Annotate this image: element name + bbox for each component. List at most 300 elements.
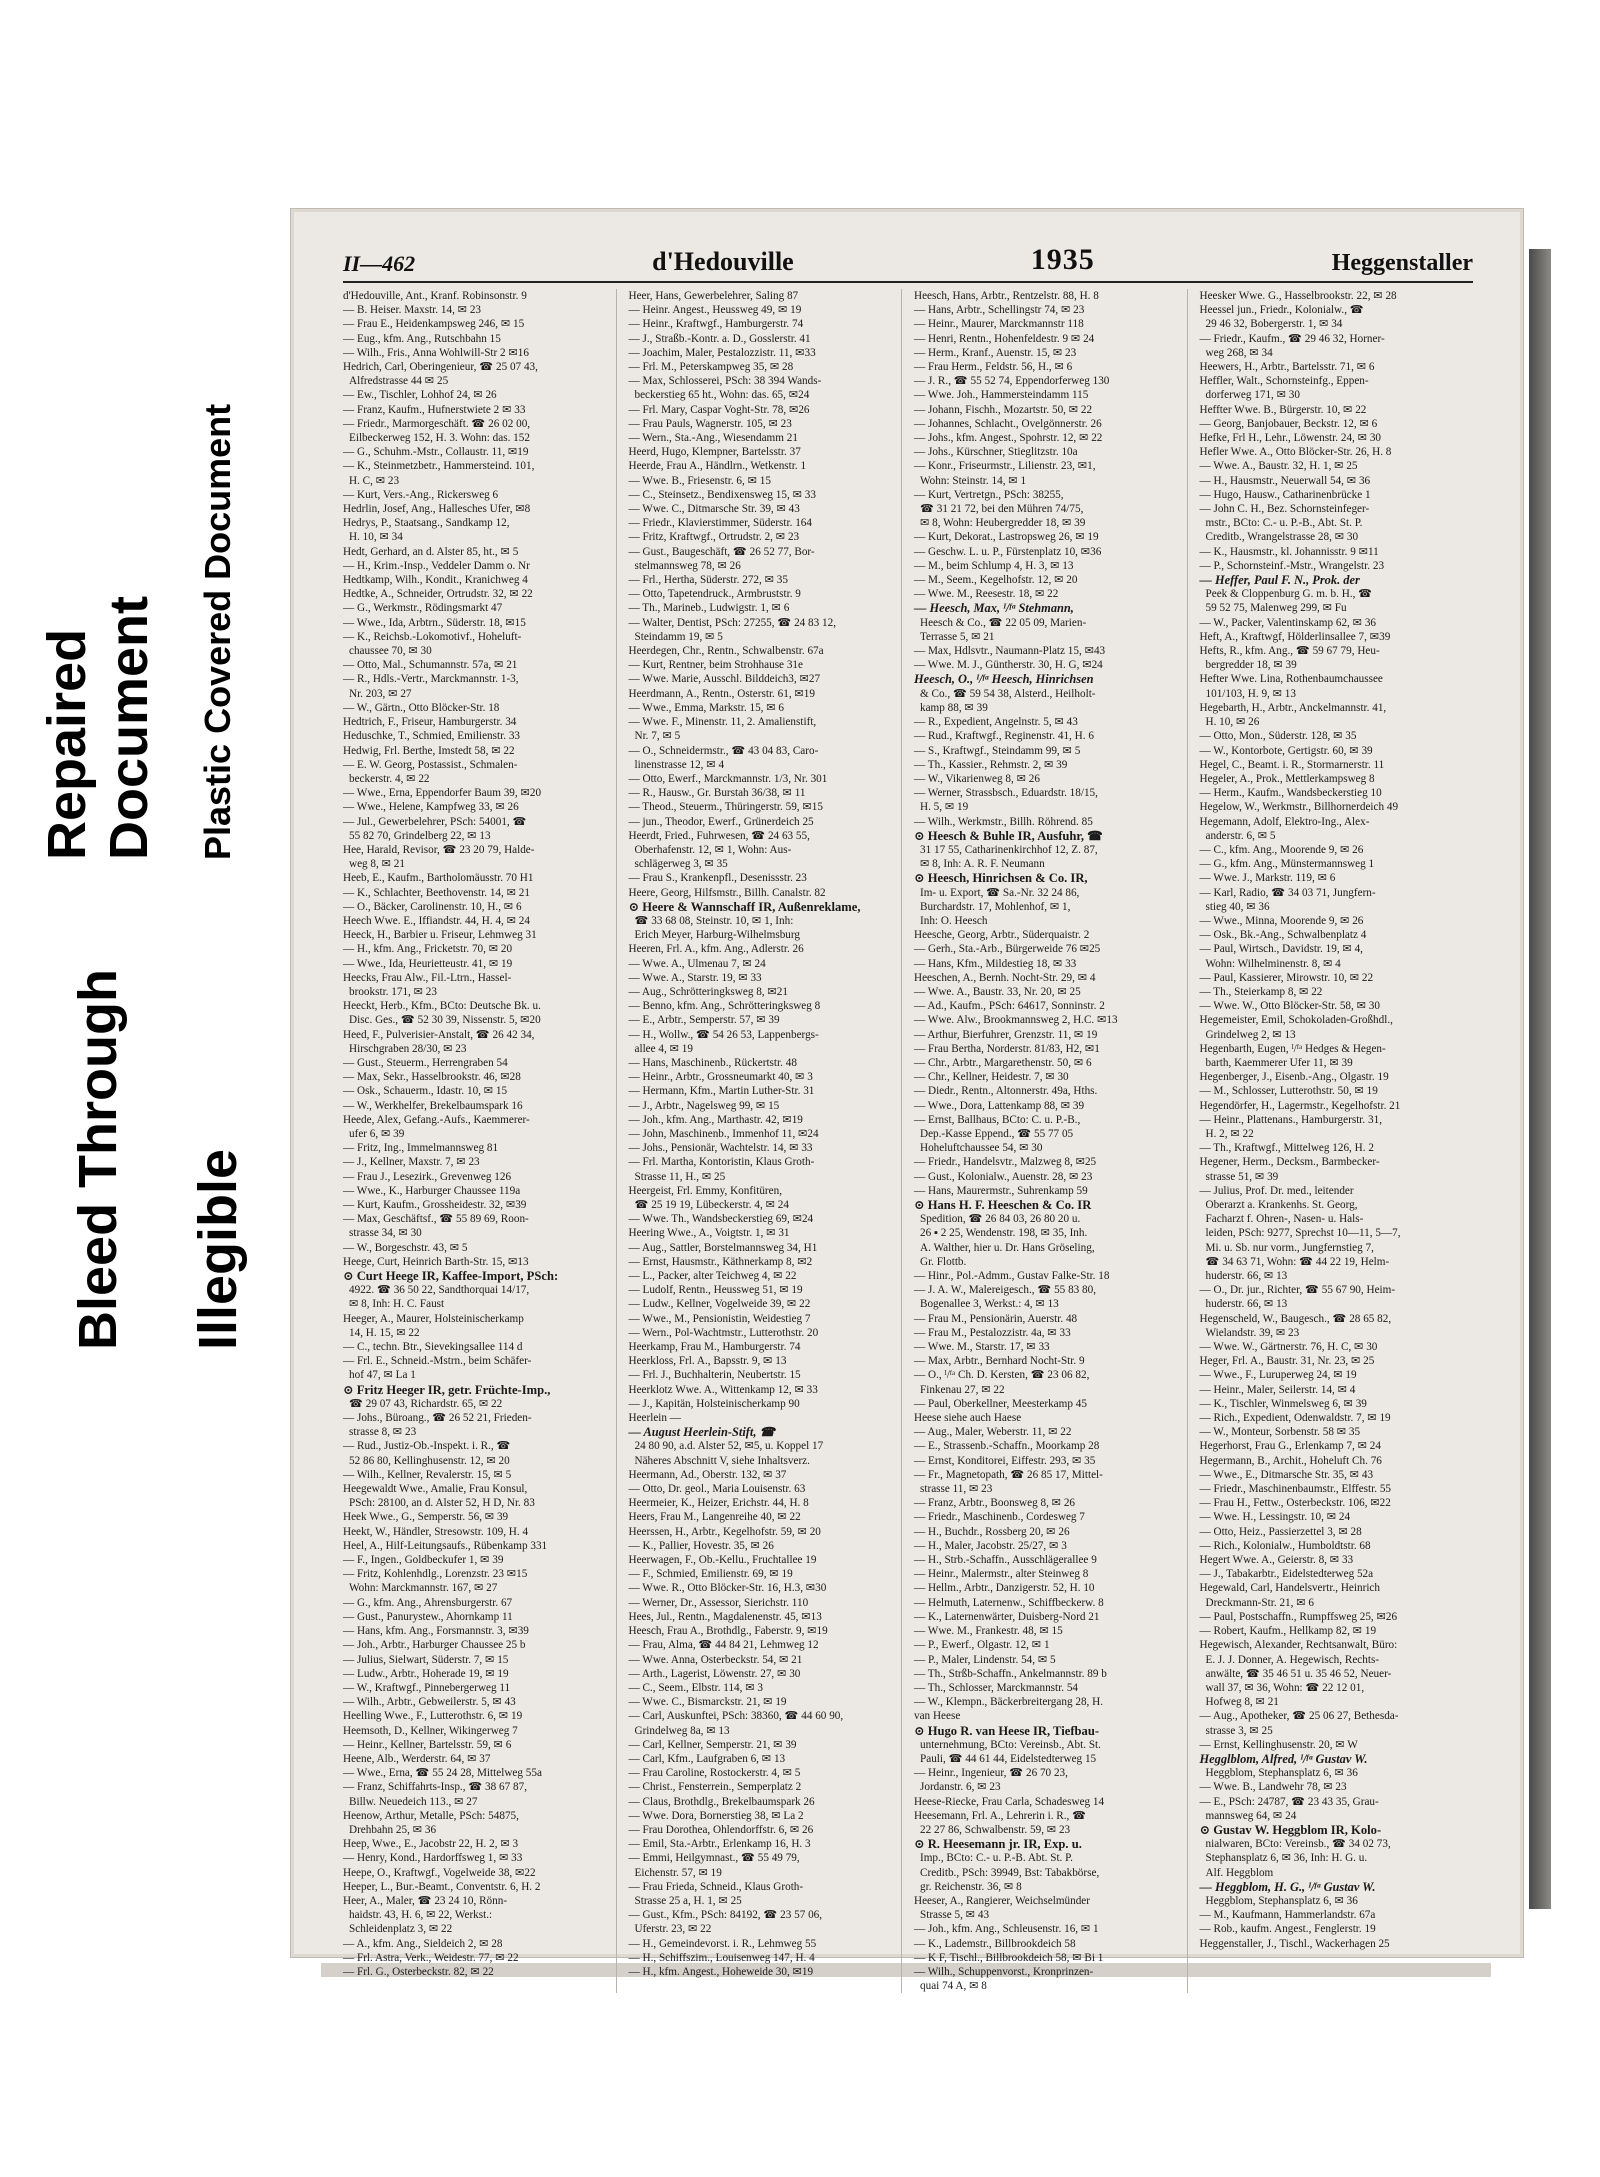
directory-entry: — E., Arbtr., Semperstr. 57, ✉ 39 [628,1014,780,1027]
directory-entry: Heek Wwe., G., Semperstr. 56, ✉ 39 [343,1511,509,1524]
directory-entry: — K., Tischler, Winmelsweg 6, ✉ 39 [1199,1397,1367,1410]
directory-entry: Strasse 25 a, H. 1, ✉ 25 [634,1894,742,1907]
directory-entry: — Frl. Mary, Caspar Voght-Str. 78, ✉26 [628,403,810,416]
directory-entry: — M., beim Schlump 4, H. 3, ✉ 13 [914,559,1074,572]
directory-entry: — Frau Frieda, Schneid., Klaus Groth- [628,1880,804,1893]
directory-entry: Oberhafenstr. 12, ✉ 1, Wohn: Aus- [634,843,792,856]
directory-entry: quai 74 A, ✉ 8 [920,1980,987,1993]
directory-entry: — Friedr., Maschinenbaumstr., Elffestr. 55 [1199,1483,1392,1496]
directory-entry: ⊙ Hans H. F. Heeschen & Co. IR [914,1198,1092,1212]
directory-entry: Heere, Georg, Hilfsmstr., Billh. Canalstr. 82 [628,886,826,899]
directory-entry: — Julius, Prof. Dr. med., leitender [1199,1184,1354,1197]
directory-entry: — Helmuth, Laternenw., Schiffbeckerw. 8 [914,1596,1104,1609]
directory-entry: mannsweg 64, ✉ 24 [1205,1809,1297,1822]
directory-entry: — Hans, Kfm., Mildestieg 18, ✉ 33 [914,957,1077,970]
directory-entry: d'Hedouville, Ant., Kranf. Robinsonstr. 9 [343,290,527,302]
directory-entry: — Rud., Justiz-Ob.-Inspekt. i. R., ☎ [343,1440,511,1453]
directory-entry: — C., kfm. Ang., Moorende 9, ✉ 26 [1199,843,1364,856]
directory-entry: — Paul, Kassierer, Mirowstr. 10, ✉ 22 [1199,971,1374,984]
directory-entry: nialwaren, BCto: Vereinsb., ☎ 34 02 73, [1205,1838,1391,1851]
directory-entry: Hegglblom, Alfred, ᴵ/ᶠᵃ Gustav W. [1199,1751,1368,1766]
directory-entry: — Heesch, Max, ᴵ/ᶠᵃ Stehmann, [914,601,1074,616]
directory-entry: Oberarzt a. Krankenhs. St. Georg, [1205,1199,1358,1211]
directory-entry: — John C. H., Bez. Schornsteinfeger- [1199,503,1370,516]
directory-entry: — F., Schmied, Emilienstr. 69, ✉ 19 [628,1568,793,1581]
directory-entry: — Heinr., Malermstr., alter Steinweg 8 [914,1568,1089,1581]
directory-entry: — H., Schiffszim., Louisenweg 147, H. 4 [628,1951,815,1964]
directory-entry: — Carl, Kfm., Laufgraben 6, ✉ 13 [628,1752,786,1765]
directory-entry: — S., Kraftwgf., Steindamm 99, ✉ 5 [914,744,1081,757]
directory-entry: Terrasse 5, ✉ 21 [920,630,995,643]
directory-entry: — G., kfm. Ang., Münstermannsweg 1 [1199,858,1375,871]
directory-entry: — O., ᴵ/ᶠᵃ Ch. D. Kersten, ☎ 23 06 82, [914,1369,1090,1382]
directory-entry: — Rich., Kolonialw., Humboldtstr. 68 [1199,1539,1371,1552]
directory-column-1 [343,289,617,1993]
directory-entry: — Walter, Dentist, PSch: 27255, ☎ 24 83 12, [628,616,837,629]
directory-entry: — Otto, Ewerf., Marckmannstr. 1/3, Nr. 301 [628,772,828,785]
directory-entry: Hegewisch, Alexander, Rechtsanwalt, Büro: [1199,1639,1398,1652]
directory-entry: — Wilh., Arbtr., Gebweilerstr. 5, ✉ 43 [343,1696,516,1709]
directory-entry: — Heinr., Kraftwgf., Hamburgerstr. 74 [628,318,804,331]
directory-entry: Alf. Heggblom [1205,1866,1274,1879]
directory-entry: — Frl. M., Peterskampweg 35, ✉ 28 [628,361,794,374]
directory-entry: Hegelow, W., Werkmstr., Billhornerdeich 49 [1199,801,1399,814]
directory-entry: — Gust., Steuerm., Herrengraben 54 [343,1056,508,1069]
directory-entry: — Fr., Magnetopath, ☎ 26 85 17, Mittel- [914,1468,1103,1481]
directory-entry: Heer, A., Maler, ☎ 23 24 10, Rönn- [343,1894,508,1907]
directory-entry: Creditb., PSch: 39949, Bst: Tabakbörse, [920,1866,1100,1879]
directory-entry: Dreckmann-Str. 21, ✉ 6 [1205,1596,1314,1609]
directory-entry: — Osk., Bk.-Ang., Schwalbenplatz 4 [1199,929,1367,942]
directory-entry: — Ludw., Arbtr., Hoherade 19, ✉ 19 [343,1667,509,1680]
directory-entry: Heesch, O., ᴵ/ᶠᵃ Heesch, Hinrichsen [914,672,1094,687]
directory-entry: Heessel jun., Friedr., Kolonialw., ☎ [1199,304,1364,317]
directory-entry: — J. A. W., Malereigesch., ☎ 55 83 80, [914,1284,1097,1297]
directory-entry: — Paul, Postschaffn., Rumpffsweg 25, ✉26 [1199,1610,1398,1623]
directory-entry: Wohn: Steinstr. 14, ✉ 1 [920,474,1027,487]
directory-entry: — Friedr., Handelsvtr., Malzweg 8, ✉25 [914,1156,1097,1169]
directory-entry: — Wwe. R., Otto Blöcker-Str. 16, H.3, ✉30 [628,1582,827,1595]
directory-entry: Hedtke, A., Schneider, Ortrudstr. 32, ✉ 22 [343,588,533,601]
directory-entry: — P., Ewerf., Olgastr. 12, ✉ 1 [914,1639,1050,1652]
directory-entry: — Friedr., Klavierstimmer, Süderstr. 164 [628,517,812,530]
directory-entry: — Heffer, Paul F. N., Prok. der [1199,573,1360,588]
directory-entry: leiden, PSch: 9277, Sprechst 10—11, 5—7, [1205,1227,1401,1240]
directory-entry: Erich Meyer, Harburg-Wilhelmsburg [634,929,801,942]
directory-entry: — Wwe., Dora, Lattenkamp 88, ✉ 39 [914,1099,1085,1112]
label-repaired-document: Repaired Document [37,595,159,860]
directory-entry: Heesch, Hans, Arbtr., Rentzelstr. 88, H. 8 [914,290,1099,302]
directory-entry: — Geschw. L. u. P., Fürstenplatz 10, ✉36 [914,545,1102,558]
directory-entry: chaussee 70, ✉ 30 [349,645,432,658]
directory-entry: — Herm., Kranf., Auenstr. 15, ✉ 23 [914,346,1077,359]
directory-entry: Mi. u. Sb. nur vorm., Jungfernstieg 7, [1205,1241,1374,1254]
directory-entry: — Heinr., Arbtr., Grossneumarkt 40, ✉ 3 [628,1071,813,1084]
directory-entry: H. 10, ✉ 26 [1205,716,1260,729]
directory-entry: — Heinr. Angest., Heussweg 49, ✉ 19 [628,304,802,317]
directory-entry: — M., Seem., Kegelhofstr. 12, ✉ 20 [914,574,1078,587]
directory-entry: — Wwe. J., Markstr. 119, ✉ 6 [1199,872,1336,885]
directory-entry: — Frl. Astra, Verk., Weidestr. 77, ✉ 22 [343,1951,519,1964]
directory-entry: Hegerhorst, Frau G., Erlenkamp 7, ✉ 24 [1199,1440,1381,1453]
directory-entry: Heerdegen, Chr., Rentn., Schwalbenstr. 67a [628,645,824,658]
directory-entry: — Johannes, Schlacht., Ovelgönnerstr. 26 [914,417,1102,430]
directory-entry: ☎ 34 63 71, Wohn: ☎ 44 22 19, Helm- [1205,1255,1390,1268]
directory-entry: 31 17 55, Catharinenkirchhof 12, Z. 87, [920,843,1098,856]
directory-entry: Bogenallee 3, Werkst.: 4, ✉ 13 [920,1298,1059,1311]
directory-page-scan [290,208,1524,1993]
directory-entry: Hegemeister, Emil, Schokoladen-Großhdl., [1199,1014,1393,1027]
directory-entry: Heeb, E., Kaufm., Bartholomäusstr. 70 H1 [343,872,534,885]
directory-entry: — Frau S., Krankenpfl., Desenissstr. 23 [628,872,807,885]
directory-entry: ufer 6, ✉ 39 [349,1127,405,1140]
directory-entry: — Wwe. A., Baustr. 32, H. 1, ✉ 25 [1199,460,1358,473]
directory-entry: — M., Schlosser, Lutterothstr. 50, ✉ 19 [1199,1085,1378,1098]
directory-entry: — Julius, Sielwart, Süderstr. 7, ✉ 15 [343,1653,509,1666]
directory-entry: — Joh., kfm. Ang., Schleusenstr. 16, ✉ 1 [914,1923,1099,1936]
directory-entry: — Friedr., Kaufm., ☎ 29 46 32, Horner- [1199,332,1385,345]
directory-entry: weg 8, ✉ 21 [349,858,405,871]
directory-entry: — Wwe., E., Ditmarsche Str. 35, ✉ 43 [1199,1468,1374,1481]
directory-entry: — Th., Marineb., Ludwigstr. 1, ✉ 6 [628,602,790,615]
directory-entry: — A., kfm. Ang., Sieldeich 2, ✉ 28 [343,1937,503,1950]
directory-entry: Hedrys, P., Staatsang., Sandkamp 12, [343,517,510,530]
directory-entry: — Th., Kassier., Rehmstr. 2, ✉ 39 [914,758,1068,771]
directory-entry: — Franz, Schiffahrts-Insp., ☎ 38 67 87, [343,1781,528,1794]
directory-entry: Finkenau 27, ✉ 22 [920,1383,1005,1396]
directory-entry: — Otto, Heiz., Passierzettel 3, ✉ 28 [1199,1525,1362,1538]
directory-entry: — Frau Caroline, Rostockerstr. 4, ✉ 5 [628,1767,801,1780]
directory-entry: — J., Straßb.-Kontr. a. D., Gosslerstr. 41 [628,332,811,345]
directory-entry: — Wilh., Werkmstr., Billh. Röhrend. 85 [914,815,1093,828]
directory-entry: — Ernst, Hausmstr., Käthnerkamp 8, ✉2 [628,1255,813,1268]
directory-entry: Schleidenplatz 3, ✉ 22 [349,1923,453,1936]
directory-entry: ⊙ Heesch, Hinrichsen & Co. IR, [914,871,1088,886]
directory-entry: — Johs., Büroang., ☎ 26 52 21, Frieden- [343,1412,532,1425]
directory-entry: — Fritz, Ing., Immelmannsweg 81 [343,1142,499,1155]
directory-entry: — J., Tabakarbtr., Eidelstedterweg 52a [1199,1568,1374,1581]
directory-entry: A. Walther, hier u. Dr. Hans Gröseling, [920,1241,1095,1254]
directory-entry: — Hellm., Arbtr., Danzigerstr. 52, H. 10 [914,1582,1095,1595]
directory-entry: Heese siehe auch Haese [914,1412,1022,1425]
directory-entry: Facharzt f. Ohren-, Nasen- u. Hals- [1205,1213,1364,1226]
directory-entry: 14, H. 15, ✉ 22 [349,1326,420,1339]
directory-entry: — Frl. E., Schneid.-Mstrn., beim Schäfer- [343,1355,532,1368]
directory-entry: — Wwe. C., Ditmarsche Str. 39, ✉ 43 [628,503,800,516]
directory-entry: — Otto, Dr. geol., Maria Louisenstr. 63 [628,1483,806,1496]
directory-entry: — Wwe., Erna, Eppendorfer Baum 39, ✉20 [343,787,542,800]
directory-entry: — Frau Bertha, Norderstr. 81/83, H2, ✉1 [914,1042,1100,1055]
directory-entry: Heese-Riecke, Frau Carla, Schadesweg 14 [914,1795,1105,1808]
directory-entry: — Johann, Fischh., Mozartstr. 50, ✉ 22 [914,403,1093,416]
directory-entry: — Wwe. H., Lessingstr. 10, ✉ 24 [1199,1511,1351,1524]
directory-entry: Hegenscheld, W., Baugesch., ☎ 28 65 82, [1199,1312,1392,1325]
directory-entry: — L., Packer, alter Teichweg 4, ✉ 22 [628,1270,797,1283]
directory-entry: Heerkamp, Frau M., Hamburgerstr. 74 [628,1341,801,1354]
directory-entry: Heggenstaller, J., Tischl., Wackerhagen 25 [1199,1937,1390,1950]
directory-entry: Hegener, Herm., Decksm., Barmbecker- [1199,1156,1380,1169]
directory-entry: Heffter Wwe. B., Bürgerstr. 10, ✉ 22 [1199,403,1367,416]
directory-entry: 59 52 75, Malenweg 299, ✉ Fu [1205,602,1347,615]
directory-entry: — Franz, Arbtr., Boonsweg 8, ✉ 26 [914,1497,1076,1510]
directory-entry: Heed, F., Pulverisier-Anstalt, ☎ 26 42 34, [343,1028,535,1041]
directory-entry: — Wwe., M., Pensionistin, Weidestieg 7 [628,1312,811,1325]
directory-entry: — H., Krim.-Insp., Veddeler Damm o. Nr [343,559,530,572]
directory-entry: — R., Expedient, Angelnstr. 5, ✉ 43 [914,716,1078,729]
directory-entry: bergredder 18, ✉ 39 [1205,659,1297,672]
directory-entry: — Chr., Kellner, Heidestr. 7, ✉ 30 [914,1071,1069,1084]
directory-entry: — Werner, Dr., Assessor, Sierichstr. 110 [628,1596,809,1609]
directory-entry: — Konr., Friseurmstr., Lilienstr. 23, ✉1, [914,460,1096,473]
directory-entry: huderstr. 66, ✉ 13 [1205,1270,1288,1283]
directory-entry: — Hans, Maurermstr., Suhrenkamp 59 [914,1184,1088,1197]
directory-entry: Heger, Frl. A., Baustr. 31, Nr. 23, ✉ 25 [1199,1355,1375,1368]
directory-entry: Heesche, Georg, Arbtr., Süderquaistr. 2 [914,929,1090,942]
directory-entry: — Wilh., Fris., Anna Wohlwill-Str 2 ✉16 [343,346,529,359]
directory-entry: strasse 11, ✉ 23 [920,1483,993,1496]
directory-entry: — Frl. J., Buchhalterin, Neubertstr. 15 [628,1369,801,1382]
directory-entry: 26 ▪ 2 25, Wendenstr. 198, ✉ 35, Inh. [920,1227,1088,1240]
directory-entry: — Heinr., Plattenans., Hamburgerstr. 31, [1199,1113,1382,1126]
directory-entry: — Herm., Kaufm., Wandsbeckerstieg 10 [1199,787,1382,800]
directory-entry: Pauli, ☎ 44 61 44, Eidelstedterweg 15 [920,1752,1097,1765]
directory-entry: — Wwe., Helene, Kampfweg 33, ✉ 26 [343,801,519,814]
directory-entry: Uferstr. 23, ✉ 22 [634,1923,712,1936]
directory-entry: 29 46 32, Bobergerstr. 1, ✉ 34 [1205,318,1343,331]
directory-entry: — August Heerlein-Stift, ☎ [628,1425,775,1440]
directory-entry: Heerd, Hugo, Klempner, Bartelsstr. 37 [628,446,801,459]
directory-entry: — Hermann, Kfm., Martin Luther-Str. 31 [628,1085,815,1098]
directory-entry: ⊙ Hugo R. van Heese IR, Tiefbau- [914,1723,1100,1738]
directory-entry: Heduschke, T., Schmied, Emilienstr. 33 [343,730,521,743]
directory-entry: — Th., Steierkamp 8, ✉ 22 [1199,985,1323,998]
directory-entry: — Hans, Maschinenb., Rückertstr. 48 [628,1056,797,1069]
directory-entry: Heesch, Frau A., Brothdlg., Faberstr. 9, ✉19 [628,1625,828,1638]
directory-entry: stieg 40, ✉ 36 [1205,900,1270,913]
directory-entry: — Th., Schlosser, Marckmannstr. 54 [914,1681,1079,1694]
directory-entry: Hegenbarth, Eugen, ᴵ/ᶠᵃ Hedges & Hegen- [1199,1042,1386,1055]
directory-entry: Heege, Curt, Heinrich Barth-Str. 15, ✉13 [343,1255,529,1268]
directory-entry: — Johs., Pensionär, Wachtelstr. 14, ✉ 33 [628,1142,813,1155]
directory-entry: Heering Wwe., A., Voigtstr. 1, ✉ 31 [628,1227,790,1240]
directory-entry: — Joh., Arbtr., Harburger Chaussee 25 b [343,1639,526,1652]
directory-entry: Heerssen, H., Arbtr., Kegelhofstr. 59, ✉ 20 [628,1525,821,1538]
directory-entry: Hegeler, A., Prok., Mettlerkampsweg 8 [1199,772,1375,785]
directory-entry: — Wwe., K., Harburger Chaussee 119a [343,1184,521,1197]
directory-entry: — H., Strb.-Schaffn., Ausschlägerallee 9 [914,1554,1097,1567]
directory-entry: — H., Hausmstr., Neuerwall 54, ✉ 36 [1199,474,1371,487]
header-last-entry: Heggenstaller [1331,250,1473,276]
directory-entry: Dep.-Kasse Eppend., ☎ 55 77 05 [920,1127,1074,1140]
directory-entry: — Aug., Sattler, Borstelmannsweg 34, H1 [628,1241,818,1254]
directory-entry: Heggblom, Stephansplatz 6, ✉ 36 [1205,1894,1358,1907]
directory-entry: — Aug., Schrötteringksweg 8, ✉21 [628,985,788,998]
label-plastic-covered: Plastic Covered Document [197,403,238,860]
directory-entry: Heech Wwe. E., Iffiandstr. 44, H. 4, ✉ 24 [343,914,530,927]
directory-entry: — Wwe. M. J., Güntherstr. 30, H. G, ✉24 [914,659,1103,672]
directory-entry: — Frl. Martha, Kontoristin, Klaus Groth- [628,1156,815,1169]
directory-entry: — Max, Hdlsvtr., Naumann-Platz 15, ✉43 [914,645,1106,658]
directory-entry: — Carl, Kellner, Semperstr. 21, ✉ 39 [628,1738,797,1751]
directory-entry: — K., Laternenwärter, Duisberg-Nord 21 [914,1610,1100,1623]
directory-entry: — Wwe. A., Ulmenau 7, ✉ 24 [628,957,766,970]
directory-entry: — Gust., Panurystew., Ahornkamp 11 [343,1610,513,1623]
directory-entry: — Frau Dorothea, Ohlendorffstr. 6, ✉ 26 [628,1823,814,1836]
directory-entry: Heesch & Co., ☎ 22 05 09, Marien- [920,616,1087,629]
directory-entry: — Heinr., Kellner, Bartelsstr. 59, ✉ 6 [343,1738,512,1751]
directory-entry: gr. Reichenstr. 36, ✉ 8 [920,1880,1022,1893]
directory-entry: — H., kfm. Angest., Hoheweide 30, ✉19 [628,1965,814,1978]
directory-entry: ☎ 25 19 19, Lübeckerstr. 4, ✉ 24 [634,1199,789,1211]
directory-entry: Grindelweg 2, ✉ 13 [1205,1028,1296,1041]
directory-entry: & Co., ☎ 59 54 38, Alsterd., Heilholt- [920,687,1096,700]
directory-entry: 101/103, H. 9, ✉ 13 [1205,687,1296,700]
directory-entry: — Rud., Kraftwgf., Reginenstr. 41, H. 6 [914,730,1094,743]
directory-entry: Grindelweg 8a, ✉ 13 [634,1724,730,1737]
directory-entry: — Carl, Auskunftei, PSch: 38360, ☎ 44 60 90, [628,1710,844,1723]
directory-entry: beckerstieg 65 ht., Wohn: das. 65, ✉24 [634,389,810,402]
directory-entry: — Kurt, Vertretgn., PSch: 38255, [914,488,1064,501]
directory-entry: — Kurt, Dekorat., Lastropsweg 26, ✉ 19 [914,531,1099,544]
directory-entry: — Benno, kfm. Ang., Schrötteringksweg 8 [628,1000,821,1013]
directory-entry: — Wwe. M., Frankestr. 48, ✉ 15 [914,1625,1063,1638]
directory-entry: Näheres Abschnitt V, siehe Inhaltsverz. [634,1454,810,1467]
directory-entry: — W., Klempn., Bäckerbreitergang 28, H. [914,1696,1104,1709]
directory-entry: — Hinr., Pol.-Admm., Gustav Falke-Str. 18 [914,1270,1110,1283]
directory-entry: Heft, A., Kraftwgf, Hölderlinsallee 7, ✉39 [1199,630,1391,643]
directory-entry: — J., Kapitän, Holsteinischerkamp 90 [628,1397,800,1410]
directory-entry: — Frau M., Pestalozzistr. 4a, ✉ 33 [914,1326,1071,1339]
directory-entry: — Frau M., Pensionärin, Auerstr. 48 [914,1312,1078,1325]
directory-entry: Eilbeckerweg 152, H. 3. Wohn: das. 152 [349,432,530,445]
directory-entry: — Wwe., Minna, Moorende 9, ✉ 26 [1199,914,1364,927]
directory-entry: — Otto, Mon., Süderstr. 128, ✉ 35 [1199,730,1357,743]
directory-entry: — Ludw., Kellner, Vogelweide 39, ✉ 22 [628,1298,811,1311]
directory-entry: Inh: O. Heesch [920,914,988,927]
directory-entry: — Ernst, Ballhaus, BCto: C. u. P.-B., [914,1113,1081,1126]
condition-labels [38,370,278,1350]
directory-entry: Heeck, H., Barbier u. Friseur, Lehmweg 31 [343,929,537,942]
directory-entry: — P., Maler, Lindenstr. 54, ✉ 5 [914,1653,1056,1666]
directory-entry: — O., Schneidermstr., ☎ 43 04 83, Caro- [628,744,819,757]
directory-entry: schlägerweg 3, ✉ 35 [634,858,728,871]
directory-entry: — Gust., Baugeschäft, ☎ 26 52 77, Bor- [628,545,815,558]
directory-entry: — Georg, Banjobauer, Beckstr. 12, ✉ 6 [1199,417,1378,430]
directory-entry: Hedrlin, Josef, Ang., Hallesches Ufer, ✉8 [343,503,531,516]
directory-entry: — Chr., Arbtr., Margarethenstr. 50, ✉ 6 [914,1056,1092,1069]
directory-entry: — Claus, Brothdlg., Brekelbaumspark 26 [628,1795,815,1808]
directory-entry: — jun., Theodor, Ewerf., Grünerdeich 25 [628,815,814,828]
directory-entry: — P., Schornsteinf.-Mstr., Wrangelstr. 23 [1199,559,1385,572]
directory-entry: — Werner, Strassbsch., Eduardstr. 18/15, [914,787,1098,800]
page-edge-shadow [1529,249,1551,1909]
directory-entry: Peek & Cloppenburg G. m. b. H., ☎ [1205,588,1373,601]
scan-top-margin [0,0,1600,42]
directory-entry: Heegewaldt Wwe., Amalie, Frau Konsul, [343,1483,528,1496]
directory-entry: Im- u. Export, ☎ Sa.-Nr. 32 24 86, [920,886,1080,899]
directory-entry: — B. Heiser. Maxstr. 14, ✉ 23 [343,304,482,317]
directory-entry: anderstr. 6, ✉ 5 [1205,829,1276,842]
directory-entry: Hedt, Gerhard, an d. Alster 85, ht., ✉ 5 [343,545,519,558]
directory-entry: — J., Kellner, Maxstr. 7, ✉ 23 [343,1156,480,1169]
directory-entry: — Wwe. C., Bismarckstr. 21, ✉ 19 [628,1696,787,1709]
directory-entry: — C., techn. Btr., Sievekingsallee 114 d [343,1341,523,1354]
directory-entry: Nr. 7, ✉ 5 [634,730,681,743]
directory-entry: — Max, Sekr., Hasselbrookstr. 46, ✉28 [343,1071,521,1084]
directory-entry: Heeper, L., Bur.-Beamt., Conventstr. 6, H. 2 [343,1880,541,1893]
directory-entry: strasse 3, ✉ 25 [1205,1724,1273,1737]
directory-entry: — Wern., Sta.-Ang., Wiesendamm 21 [628,432,798,445]
directory-entry: — H., Wollw., ☎ 54 26 53, Lappenbergs- [628,1028,819,1041]
directory-entry: — W., Gärtn., Otto Blöcker-Str. 18 [343,701,500,714]
directory-entry: Drehbahn 25, ✉ 36 [349,1823,437,1836]
directory-entry: haidstr. 43, H. 6, ✉ 22, Werkst.: [349,1909,493,1922]
directory-entry: — Heinr., Maler, Seilerstr. 14, ✉ 4 [1199,1383,1356,1396]
directory-entry: — K., Lademstr., Billbrookdeich 58 [914,1937,1076,1950]
directory-entry: Heers, Frau M., Langenreihe 40, ✉ 22 [628,1511,801,1524]
directory-entry: Hegert Wwe. A., Geierstr. 8, ✉ 33 [1199,1554,1354,1567]
directory-entry: — Frau H., Fettw., Osterbeckstr. 106, ✉22 [1199,1497,1391,1510]
header-first-entry: d'Hedouville [652,247,794,276]
directory-entry: — Gust., Kolonialw., Auenstr. 28, ✉ 23 [914,1170,1093,1183]
directory-entry: — Wwe. M., Reesestr. 18, ✉ 22 [914,588,1059,601]
directory-entry: Gr. Flottb. [920,1255,967,1268]
directory-entry: ⊙ R. Heesemann jr. IR, Exp. u. [914,1837,1082,1852]
directory-entry: Hegemann, Adolf, Elektro-Ing., Alex- [1199,815,1370,828]
directory-entry: Wohn: Marckmannstr. 167, ✉ 27 [349,1582,498,1595]
directory-entry: dorferweg 171, ✉ 30 [1205,389,1300,402]
directory-entry: — Karl, Radio, ☎ 34 03 71, Jungfern- [1199,886,1376,899]
directory-entry: — Wwe., Ida, Arbtrn., Süderstr. 18, ✉15 [343,616,526,629]
directory-entry: — J. R., ☎ 55 52 74, Eppendorferweg 130 [914,375,1110,388]
label-bleed-through: Bleed Through [68,969,128,1350]
directory-entry: — Theod., Steuerm., Thüringerstr. 59, ✉15 [628,801,823,814]
directory-entry: — W., Werkhelfer, Brekelbaumspark 16 [343,1099,523,1112]
directory-entry: allee 4, ✉ 19 [634,1042,693,1055]
directory-entry: — Johs., kfm. Angest., Spohrstr. 12, ✉ 22 [914,432,1103,445]
directory-entry: Imp., BCto: C.- u. P.-B. Abt. St. P. [920,1852,1073,1865]
directory-entry: van Heese [914,1710,961,1723]
directory-entry: — Wwe. Th., Wandsbeckerstieg 69, ✉24 [628,1213,814,1226]
directory-entry: kamp 88, ✉ 39 [920,701,988,714]
directory-entry: — K F, Tischl., Billbrookdeich 58, ✉ Bi 1 [914,1951,1104,1964]
directory-entry: Heeser, A., Rangierer, Weichselmünder [914,1894,1090,1907]
directory-entry: PSch: 28100, an d. Alster 52, H D, Nr. 83 [349,1497,535,1510]
directory-entry: — Wwe. A., Starstr. 19, ✉ 33 [628,971,762,984]
directory-entry: — W., Borgeschstr. 43, ✉ 5 [343,1241,468,1254]
directory-entry: H. C, ✉ 23 [349,474,400,487]
directory-entry: — Wwe. B., Landwehr 78, ✉ 23 [1199,1781,1347,1794]
directory-entry: 24 80 90, a.d. Alster 52, ✉5, u. Koppel 17 [634,1440,824,1453]
directory-entry: — Th., Strßb-Schaffn., Ankelmannstr. 89 b [914,1667,1107,1680]
directory-entry: linenstrasse 12, ✉ 4 [634,758,725,771]
directory-entry: Spedition, ☎ 26 84 03, 26 80 20 u. [920,1213,1081,1226]
directory-entry: — Ernst, Konditorei, Eiffestr. 293, ✉ 35 [914,1454,1096,1467]
directory-entry: mstr., BCto: C.- u. P.-B., Abt. St. P. [1205,517,1363,530]
directory-entry: Heer, Hans, Gewerbelehrer, Saling 87 [628,290,799,302]
directory-entry: — Eug., kfm. Ang., Rutschbahn 15 [343,332,501,345]
directory-entry: Hirschgraben 28/30, ✉ 23 [349,1042,467,1055]
directory-entry: ✉ 8, Inh: H. C. Faust [349,1298,445,1311]
directory-entry: Heesemann, Frl. A., Lehrerin i. R., ☎ [914,1809,1087,1822]
directory-entry: Hees, Jul., Rentn., Magdalenenstr. 45, ✉13 [628,1610,822,1623]
directory-entry: — Ew., Tischler, Lohhof 24, ✉ 26 [343,389,497,402]
directory-entry: Hee, Harald, Revisor, ☎ 23 20 79, Halde- [343,843,535,856]
directory-entry: Burchardstr. 17, Mohlenhof, ✉ 1, [920,900,1071,913]
directory-entry: — Frau J., Lesezirk., Grevenweg 126 [343,1170,512,1183]
directory-entry: — Wwe. Anna, Osterbeckstr. 54, ✉ 21 [628,1653,803,1666]
directory-entry: Heekt, W., Händler, Stresowstr. 109, H. 4 [343,1525,529,1538]
